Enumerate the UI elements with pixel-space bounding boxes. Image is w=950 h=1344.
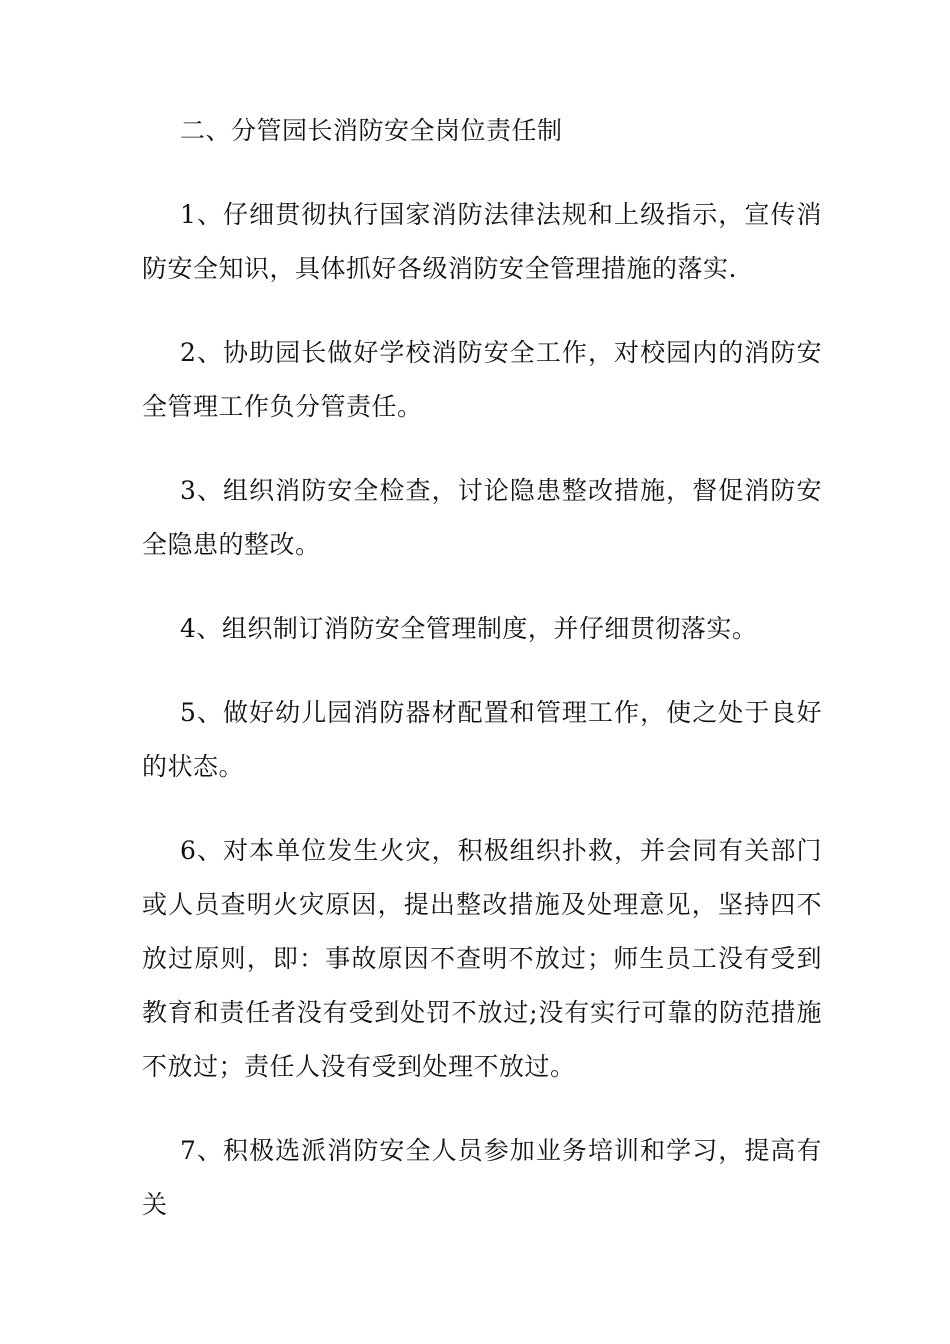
duty-item-2: 2、协助园长做好学校消防安全工作，对校园内的消防安全管理工作负分管责任。 [142,338,822,421]
section-heading: 二、分管园长消防安全岗位责任制 [180,116,563,145]
document-body [142,104,822,1262]
duty-item-5: 5、做好幼儿园消防器材配置和管理工作，使之处于良好的状态。 [142,698,822,781]
duty-item-4: 4、组织制订消防安全管理制度，并仔细贯彻落实。 [180,614,758,643]
duty-item-3: 3、组织消防安全检查，讨论隐患整改措施，督促消防安全隐患的整改。 [142,476,822,559]
duty-item-1: 1、仔细贯彻执行国家消防法律法规和上级指示，宣传消防安全知识，具体抓好各级消防安全管理措施的落实. [142,200,822,283]
duty-item-6: 6、对本单位发生火灾，积极组织扑救，并会同有关部门或人员查明火灾原因，提出整改措施及处理意见，坚持四不放过原则，即：事故原因不查明不放过；师生员工没有受到教育和责任者没有受到处罚不放过;没有实行可靠的防范措施不放过；责任人没有受到处理不放过。 [142,836,822,1081]
duty-item-7: 7、积极选派消防安全人员参加业务培训和学习，提高有关 [142,1136,822,1219]
